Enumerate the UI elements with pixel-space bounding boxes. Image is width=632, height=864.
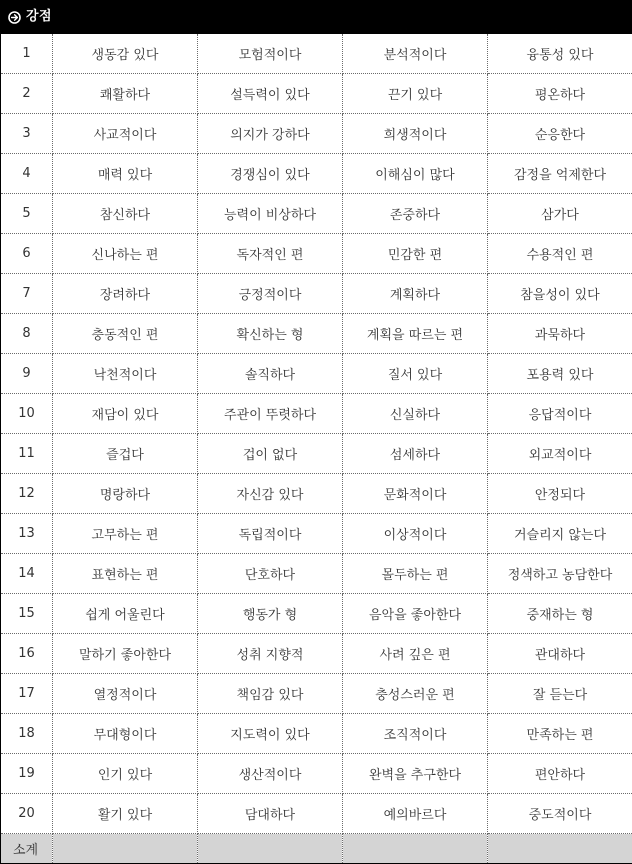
strength-cell: 담대하다 [198,794,343,834]
strength-cell: 충성스러운 편 [343,674,488,714]
section-header [0,0,632,34]
subtotal-row [1,834,632,864]
row-number: 19 [1,754,53,794]
strength-cell: 사려 깊은 편 [343,634,488,674]
strength-cell: 중재하는 형 [488,594,632,634]
strength-cell: 행동가 형 [198,594,343,634]
strength-cell: 사교적이다 [53,114,198,154]
strength-cell: 생산적이다 [198,754,343,794]
section-title: 강점 [26,9,53,24]
row-number: 20 [1,794,53,834]
strength-cell: 참을성이 있다 [488,274,632,314]
table-row [1,714,632,754]
table-row [1,114,632,154]
row-number: 2 [1,74,53,114]
strength-cell: 분석적이다 [343,34,488,74]
strength-cell: 성취 지향적 [198,634,343,674]
strength-cell: 긍정적이다 [198,274,343,314]
strength-cell: 평온하다 [488,74,632,114]
strength-cell: 조직적이다 [343,714,488,754]
table-row [1,74,632,114]
strength-cell: 포용력 있다 [488,354,632,394]
strength-cell: 겁이 없다 [198,434,343,474]
strength-cell: 응답적이다 [488,394,632,434]
strength-cell: 신실하다 [343,394,488,434]
strength-cell: 말하기 좋아한다 [53,634,198,674]
row-number: 13 [1,514,53,554]
strength-cell: 확신하는 형 [198,314,343,354]
row-number: 11 [1,434,53,474]
strength-cell: 주관이 뚜렷하다 [198,394,343,434]
strength-cell: 음악을 좋아한다 [343,594,488,634]
table-row [1,234,632,274]
strength-cell: 순응한다 [488,114,632,154]
strength-cell: 생동감 있다 [53,34,198,74]
table-row [1,34,632,74]
table-row [1,634,632,674]
strength-cell: 단호하다 [198,554,343,594]
strength-cell: 고무하는 편 [53,514,198,554]
strength-cell: 정색하고 농담한다 [488,554,632,594]
table-row [1,794,632,834]
strength-cell: 명랑하다 [53,474,198,514]
strength-cell: 관대하다 [488,634,632,674]
circle-arrow-icon [8,11,21,24]
strength-cell: 문화적이다 [343,474,488,514]
strength-cell: 계획하다 [343,274,488,314]
strength-cell: 장려하다 [53,274,198,314]
row-number: 18 [1,714,53,754]
row-number: 15 [1,594,53,634]
strength-cell: 질서 있다 [343,354,488,394]
table-row [1,754,632,794]
strength-cell: 신나하는 편 [53,234,198,274]
strength-cell: 책임감 있다 [198,674,343,714]
strength-cell: 자신감 있다 [198,474,343,514]
strength-cell: 모험적이다 [198,34,343,74]
table-row [1,394,632,434]
subtotal-cell [343,834,488,864]
subtotal-label: 소계 [1,834,53,864]
row-number: 10 [1,394,53,434]
row-number: 3 [1,114,53,154]
strength-cell: 솔직하다 [198,354,343,394]
table-row [1,274,632,314]
strength-cell: 설득력이 있다 [198,74,343,114]
strength-cell: 잘 듣는다 [488,674,632,714]
row-number: 7 [1,274,53,314]
strength-cell: 쉽게 어울린다 [53,594,198,634]
row-number: 5 [1,194,53,234]
strength-cell: 즐겁다 [53,434,198,474]
strength-cell: 만족하는 편 [488,714,632,754]
strength-cell: 재담이 있다 [53,394,198,434]
row-number: 17 [1,674,53,714]
strength-cell: 무대형이다 [53,714,198,754]
strengths-table [0,34,632,864]
strength-cell: 독립적이다 [198,514,343,554]
strength-cell: 감정을 억제한다 [488,154,632,194]
strength-cell: 예의바르다 [343,794,488,834]
table-row [1,194,632,234]
strength-cell: 표현하는 편 [53,554,198,594]
row-number: 6 [1,234,53,274]
strength-cell: 섬세하다 [343,434,488,474]
table-row [1,474,632,514]
strength-cell: 몰두하는 편 [343,554,488,594]
subtotal-cell [198,834,343,864]
row-number: 8 [1,314,53,354]
strength-cell: 독자적인 편 [198,234,343,274]
strength-cell: 충동적인 편 [53,314,198,354]
strength-cell: 외교적이다 [488,434,632,474]
table-row [1,434,632,474]
row-number: 1 [1,34,53,74]
strength-cell: 중도적이다 [488,794,632,834]
strength-cell: 과묵하다 [488,314,632,354]
strength-cell: 끈기 있다 [343,74,488,114]
strength-cell: 낙천적이다 [53,354,198,394]
strength-cell: 쾌활하다 [53,74,198,114]
subtotal-cell [53,834,198,864]
strength-cell: 경쟁심이 있다 [198,154,343,194]
row-number: 14 [1,554,53,594]
table-row [1,354,632,394]
strength-cell: 활기 있다 [53,794,198,834]
row-number: 16 [1,634,53,674]
table-row [1,154,632,194]
strength-cell: 지도력이 있다 [198,714,343,754]
strength-cell: 참신하다 [53,194,198,234]
strength-cell: 열정적이다 [53,674,198,714]
strength-cell: 삼가다 [488,194,632,234]
table-row [1,514,632,554]
strength-cell: 수용적인 편 [488,234,632,274]
table-row [1,674,632,714]
strength-cell: 완벽을 추구한다 [343,754,488,794]
strength-cell: 융통성 있다 [488,34,632,74]
strength-cell: 거슬리지 않는다 [488,514,632,554]
strength-cell: 희생적이다 [343,114,488,154]
table-row [1,594,632,634]
strength-cell: 능력이 비상하다 [198,194,343,234]
row-number: 4 [1,154,53,194]
strength-cell: 의지가 강하다 [198,114,343,154]
strength-cell: 계획을 따르는 편 [343,314,488,354]
strength-cell: 이해심이 많다 [343,154,488,194]
strength-cell: 이상적이다 [343,514,488,554]
strength-cell: 안정되다 [488,474,632,514]
table-row [1,314,632,354]
strength-cell: 민감한 편 [343,234,488,274]
strength-cell: 인기 있다 [53,754,198,794]
row-number: 12 [1,474,53,514]
strength-cell: 편안하다 [488,754,632,794]
table-row [1,554,632,594]
subtotal-cell [488,834,632,864]
row-number: 9 [1,354,53,394]
strength-cell: 존중하다 [343,194,488,234]
strength-cell: 매력 있다 [53,154,198,194]
